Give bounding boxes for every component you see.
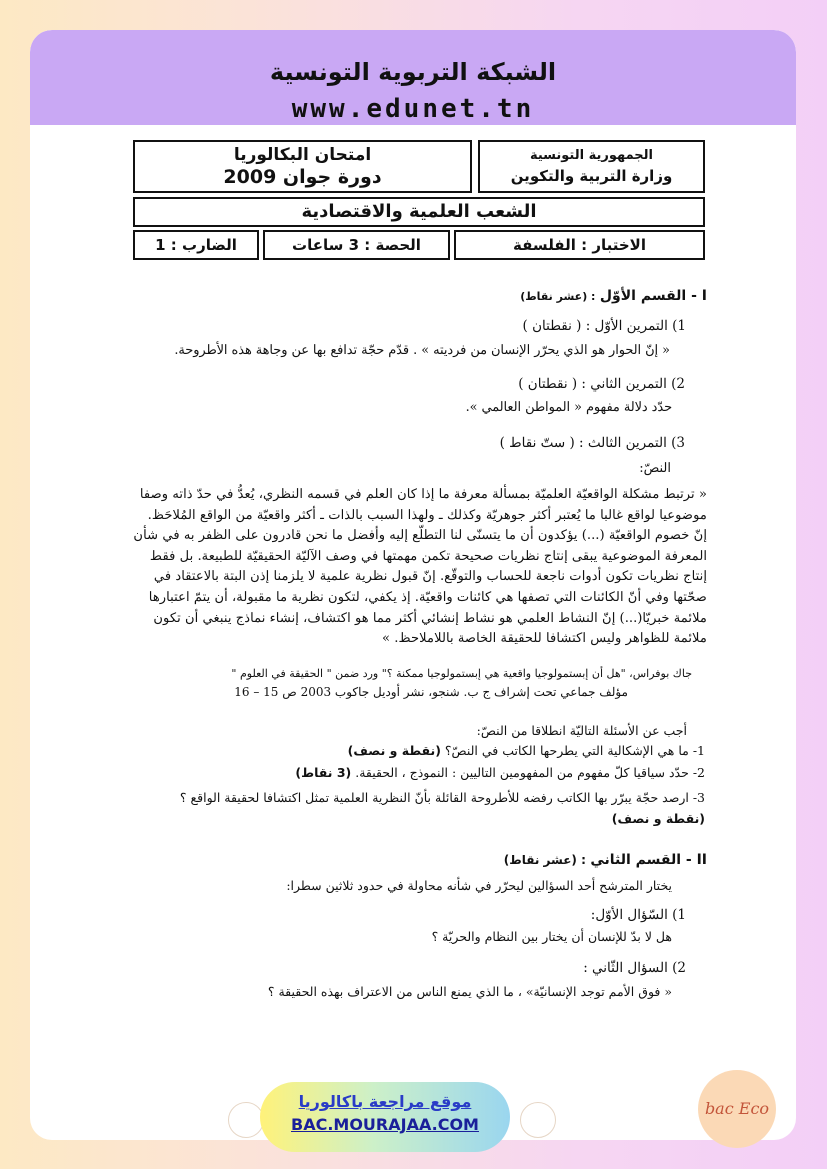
passage-line: موضوعيا لواقع غالبا ما يُعتبر أكثر جوهريّة وكذلك ـ ولهذا السبب بالذات ـ أكثر واقعيّة من الواقع المُلاحَظ.: [147, 507, 707, 523]
ex1-title: 1) التمرين الأوّل : ( نقطتان ): [522, 318, 686, 334]
part1-heading-line: [330, 288, 707, 304]
question-points: (نقطة و نصف): [611, 811, 705, 826]
ex3-title: 3) التمرين الثالث : ( ستّ نقاط ): [499, 435, 685, 451]
left-logo-icon: [228, 1102, 264, 1138]
part2-points: : (عشر نقاط): [503, 853, 586, 867]
passage-line: إنتاج نظريات تكون أدوات ناجعة للحساب والتوقّع. إنّ قبول نظرية علمية لا يلزمنا إذن البتة بالاعتقاد في: [153, 569, 707, 585]
question-3: [130, 787, 705, 829]
q2-text: « فوق الأمم توجد الإنسانيّة» ، ما الذي يمنع الناس من الاعتراف بهذه الحقيقة ؟: [267, 984, 672, 999]
ex1-text: « إنّ الحوار هو الذي يحرّر الإنسان من فرديته » . قدّم حجّة تدافع بها عن وجاهة هذه الأطروحة.: [174, 343, 670, 358]
exam-session: دورة جوان 2009: [223, 166, 382, 188]
banner-url[interactable]: www.edunet.tn: [291, 94, 535, 124]
ex3-passage: [133, 485, 707, 650]
part2-heading-line: [330, 852, 707, 868]
duration: الحصة : 3 ساعات: [292, 236, 421, 254]
ex3-text-label: النصّ:: [639, 461, 671, 476]
subject-box: [454, 230, 705, 260]
passage-line: « ترتبط مشكلة الواقعيّة العلميّة بمسألة معرفة ما إذا كان العلم في قسمه النظري، يُعدُّ في حدّ ذاته وصفا: [139, 487, 707, 502]
republic-name: الجمهورية التونسية: [529, 148, 654, 163]
part1-points: : (عشر نقاط): [520, 290, 596, 303]
branches-title: الشعب العلمية والاقتصادية: [301, 201, 537, 222]
exam-title: امتحان البكالوريا: [233, 145, 372, 165]
q2-title: 2) السؤال الثّاني :: [583, 960, 686, 976]
question-text: 1- ما هي الإشكالية التي يطرحها الكاتب في النصّ؟: [444, 743, 705, 758]
footer-site-pill[interactable]: [260, 1082, 510, 1152]
ex2-title: 2) التمرين الثاني : ( نقطتان ): [518, 376, 685, 392]
banner-title: الشبكة التربوية التونسية: [269, 58, 557, 86]
subject: الاختبار : الفلسفة: [513, 236, 646, 254]
question-text: 2- حدّد سياقيا كلّ مفهوم من المفهومين التاليين : النموذج ، الحقيقة.: [355, 765, 705, 780]
citation-line-1: جاك بوفراس، "هل أن إبستمولوجيا واقعية هي إبستمولوجيا ممكنة ؟" ورد ضمن " الحقيقة في العلوم ": [231, 667, 692, 680]
question-2: [130, 765, 705, 780]
footer-site-url[interactable]: BAC.MOURAJAA.COM: [291, 1115, 479, 1134]
questions-intro: أجب عن الأسئلة التاليّة انطلاقا من النصّ:: [476, 723, 687, 738]
q1-title: 1) السّؤال الأوّل:: [590, 907, 686, 923]
question-points: (3 نقاط): [295, 765, 352, 780]
page: [30, 30, 796, 1140]
question-text: 3- ارصد حجّة يبرّر بها الكاتب رفضه للأطروحة القائلة بأنّ النظرية العلمية تمثل اكتشافا لحقيقة الواقع ؟: [179, 790, 705, 805]
part2-intro: يختار المترشح أحد السؤالين ليحرّر في شأنه محاولة في حدود ثلاثين سطرا:: [286, 878, 672, 893]
branches-box: [133, 197, 705, 227]
passage-line: المعرفة الموضوعية يبقى إنتاج نظريات صحيحة تكمن مهمتها في وصف الآليّة الحقيقيّة للطبيعة. بل فقط: [149, 548, 707, 564]
passage-line: ملائمة خبريّا(...) إنّ النشاط العلمي هو نشاط إنشائي أكثر مما هو اكتشاف، إنشاء نماذج ينبغي أن تكون: [153, 610, 707, 626]
question-points: (نقطة و نصف): [347, 743, 441, 758]
citation-line-2: مؤلف جماعي تحت إشراف ج ب. شنجو، نشر أوديل جاكوب 2003 ص 15 – 16: [234, 685, 628, 699]
exam-header: [133, 140, 705, 264]
ministry-name: وزارة التربية والتكوين: [510, 167, 673, 185]
part2-heading: II - القسم الثاني: [590, 852, 707, 868]
ex2-text: حدّد دلالة مفهوم « المواطن العالمي ».: [465, 400, 672, 415]
exam-title-box: [133, 140, 472, 193]
footer-site-arabic[interactable]: موقع مراجعة باكالوريا: [298, 1092, 472, 1111]
passage-line: ملائمة للظواهر وليس اكتشافا للحقيقة الخاصة باللاملاحظ. »: [382, 631, 707, 647]
coefficient: الضارب : 1: [155, 236, 237, 254]
top-banner: [30, 30, 796, 125]
bac-eco-badge: bac Eco: [698, 1070, 776, 1148]
part1-heading: I - القسم الأوّل: [599, 288, 707, 304]
duration-box: [263, 230, 450, 260]
passage-line: إنّ خصوم الواقعيّة (...) يؤكدون أن ما يتسنّى لنا التطلّع إليه وأفضل ما نحن قادرون على الظفر به في شأن: [133, 528, 707, 544]
q1-text: هل لا بدّ للإنسان أن يختار بين النظام والحريّة ؟: [431, 929, 672, 944]
right-logo-icon: [520, 1102, 556, 1138]
question-1: [130, 743, 705, 758]
ministry-box: [478, 140, 705, 193]
coefficient-box: [133, 230, 259, 260]
passage-line: صحّتها وفي أنّ الكائنات التي تصفها هي كائنات واقعيّة. إذ يكفي، لتكون نظرية ما مقبولة، أن يتمّ اعتبارها: [148, 589, 707, 605]
